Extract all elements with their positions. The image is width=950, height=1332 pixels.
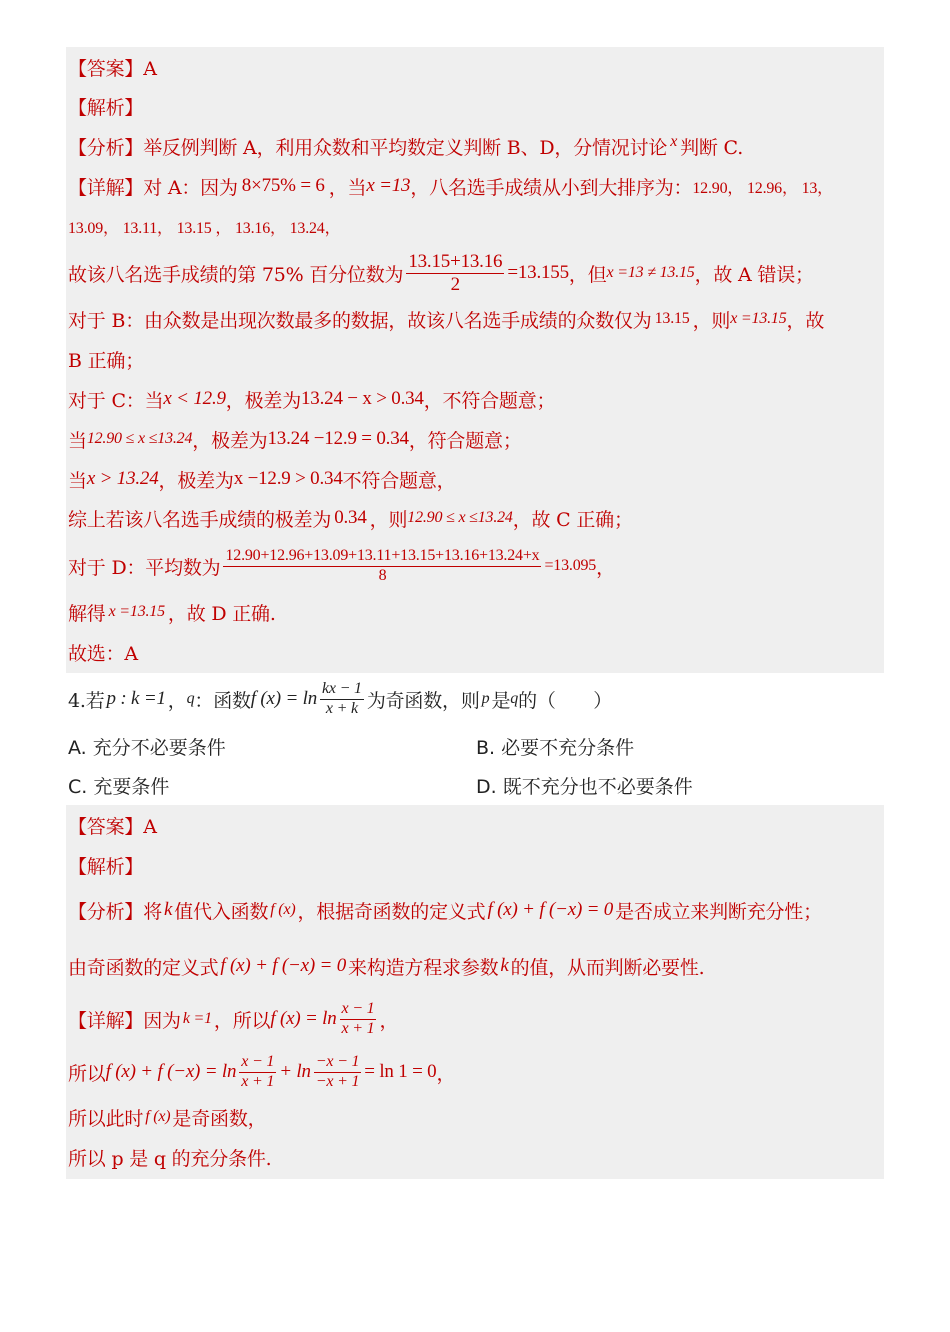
math-expr: x > 13.24	[86, 468, 159, 489]
detail-text: ，	[436, 1062, 456, 1085]
detail-text: 的值，从而判断必要性.	[510, 956, 705, 979]
detail-line-6	[68, 379, 884, 419]
xiangjie-tag: 【详解】	[68, 176, 144, 199]
math-expr: =13.095	[544, 557, 597, 574]
math-expr: q	[186, 690, 195, 707]
detail-text: ，八名选手成绩从小到大排序为：	[410, 176, 693, 199]
detail-line-7	[68, 419, 884, 459]
answer-text: 【答案】A	[68, 57, 157, 80]
math-expr: x =13.15	[730, 310, 787, 327]
detail-line-8	[68, 459, 884, 499]
detail-text: ，	[379, 1009, 399, 1032]
detail-line-12	[68, 632, 884, 672]
detail-text: 因为	[143, 1009, 181, 1032]
math-expr: f (x) = ln	[250, 688, 318, 709]
analysis-label: 【解析】	[68, 96, 144, 119]
detail-line-2c	[68, 1097, 884, 1137]
math-expr: f (x) + f (−x) = 0	[220, 955, 347, 976]
option-c-text: C. 充要条件	[68, 775, 170, 798]
fraction	[239, 1054, 276, 1091]
question-text: 是	[491, 689, 511, 712]
math-expr: 0.34	[334, 507, 367, 528]
detail-text: 对于 C：当	[68, 389, 164, 412]
detail-line-3	[68, 245, 884, 301]
fraction	[406, 252, 504, 295]
detail-text: 对于 B：由众数是出现次数最多的数据，故该八名选手成绩的众数仅为	[68, 309, 652, 332]
math-expr: f (x)	[270, 901, 296, 918]
math-expr: + ln	[279, 1061, 311, 1082]
answer-text: 【答案】A	[68, 815, 157, 838]
fraction-denominator: x + 1	[341, 1019, 375, 1037]
detail-line-9	[68, 498, 884, 538]
detail-text: B 正确；	[68, 349, 145, 372]
detail-text: 值代入函数	[174, 900, 269, 923]
math-expr: f (x) + f (−x) = ln	[105, 1061, 237, 1082]
xiangjie-tag: 【详解】	[68, 1009, 144, 1032]
analysis-heading-2	[68, 845, 884, 885]
math-expr: p	[481, 690, 490, 707]
detail-line-2	[68, 206, 884, 246]
detail-text: ，符合题意；	[408, 429, 522, 452]
math-expr: x −12.9 > 0.34	[233, 468, 343, 489]
math-expr: 12.90 ≤ x ≤13.24	[407, 509, 513, 526]
option-d-text: D. 既不充分也不必要条件	[476, 775, 693, 798]
fraction	[320, 681, 364, 718]
analysis-heading	[68, 86, 884, 126]
math-expr: p : k =1	[106, 688, 166, 709]
answer-line-2	[68, 805, 884, 845]
math-expr: k	[500, 955, 509, 976]
question-text: ，	[167, 689, 187, 712]
option-a-text: A. 充分不必要条件	[68, 736, 226, 759]
question-text: 为奇函数，则	[366, 689, 480, 712]
detail-text: ，不符合题意；	[423, 389, 556, 412]
math-expr: 13.24 − x > 0.34	[301, 388, 424, 409]
fraction-numerator: −x − 1	[314, 1054, 362, 1073]
question-4	[68, 673, 884, 725]
question-number: 4.若	[68, 689, 105, 712]
option-b	[476, 728, 634, 764]
detail-text: ，当	[328, 176, 367, 199]
option-c	[68, 767, 169, 803]
math-expr: x < 12.9	[163, 388, 226, 409]
question-text: ：函数	[194, 689, 251, 712]
fenxi-text-end: 判断 C.	[680, 136, 744, 159]
fraction-numerator: x − 1	[340, 1001, 377, 1020]
detail-text: ，则	[369, 508, 408, 531]
detail-text: 当	[68, 429, 87, 452]
math-expr: f (x) = ln	[270, 1008, 337, 1029]
detail-text: 所以此时	[68, 1107, 144, 1130]
detail-line-5	[68, 339, 884, 379]
detail-text: 来构造方程求参数	[348, 956, 499, 979]
fenxi-text: 举反例判断 A，利用众数和平均数定义判断 B、D，分情况讨论	[143, 136, 668, 159]
fraction-denominator: x + k	[325, 699, 358, 717]
detail-line-10	[68, 538, 884, 594]
answer-line	[68, 47, 884, 87]
data-values: 13.09， 13.11， 13.15 ， 13.16， 13.24，	[68, 219, 341, 237]
math-expr: f (x)	[145, 1108, 171, 1125]
fraction-numerator: 12.90+12.96+13.09+13.11+13.15+13.16+13.24+x	[223, 548, 541, 567]
detail-text: 将	[143, 900, 163, 923]
math-expr: 12.90 ≤ x ≤13.24	[86, 430, 193, 447]
fraction	[340, 1001, 377, 1038]
data-values: 12.90， 12.96， 13，	[692, 179, 833, 197]
fenxi-line	[68, 126, 884, 166]
detail-line-11	[68, 592, 884, 632]
math-expr: f (x) + f (−x) = 0	[487, 899, 614, 920]
fraction	[223, 548, 541, 585]
detail-text: 解得	[68, 602, 106, 625]
math-expr: x =13.15	[108, 603, 165, 620]
detail-text: ，根据奇函数的定义式	[297, 900, 486, 923]
fraction-denominator: x + 1	[241, 1072, 275, 1090]
detail-text: 当	[68, 469, 87, 492]
detail-text: ，但	[568, 263, 607, 286]
analysis-label: 【解析】	[68, 855, 144, 878]
detail-text: ，	[596, 556, 615, 579]
detail-text: 对 A：因为	[143, 176, 238, 199]
fraction-numerator: x − 1	[239, 1054, 276, 1073]
math-expr: 13.15	[654, 310, 690, 327]
detail-line-1	[68, 166, 884, 206]
fenxi-tag: 【分析】	[68, 900, 144, 923]
fraction	[314, 1054, 362, 1091]
math-expr: 13.24 −12.9 = 0.34	[267, 428, 409, 449]
fraction-denominator: −x + 1	[315, 1072, 360, 1090]
final-answer: 故选：A	[68, 642, 138, 665]
math-expr: = ln 1 = 0	[364, 1061, 437, 1082]
fenxi-var: x	[670, 133, 678, 150]
detail-text: ，极差为	[225, 389, 301, 412]
detail-text: 不符合题意，	[342, 469, 456, 492]
detail-text: 是否成立来判断充分性；	[615, 900, 822, 923]
math-expr: x =13	[366, 175, 411, 196]
option-b-text: B. 必要不充分条件	[476, 736, 635, 759]
conclusion-text: 所以 p 是 q 的充分条件.	[68, 1147, 272, 1170]
detail-text: 对于 D：平均数为	[68, 556, 221, 579]
option-a	[68, 728, 226, 764]
math-expr: 8×75% = 6	[241, 175, 325, 196]
option-d	[476, 767, 693, 803]
math-expr: k =1	[182, 1010, 212, 1027]
fenxi-line-2a	[68, 890, 884, 930]
math-expr: q	[510, 690, 519, 707]
fraction-numerator: 13.15+13.16	[408, 250, 503, 272]
fraction-denominator: 2	[450, 273, 460, 295]
detail-text: 故该八名选手成绩的第 75% 百分位数为	[68, 263, 404, 286]
detail-line-4	[68, 299, 884, 339]
detail-text: ，极差为	[158, 469, 234, 492]
math-expr: =13.155	[507, 262, 569, 283]
fraction-denominator: 8	[378, 566, 387, 584]
detail-text: ，故 D 正确.	[167, 602, 276, 625]
detail-text: ，故 A 错误；	[694, 263, 814, 286]
detail-text: 综上若该八名选手成绩的极差为	[68, 508, 332, 531]
detail-text: ，故 C 正确；	[512, 508, 633, 531]
detail-text: 由奇函数的定义式	[68, 956, 219, 979]
detail-line-2d	[68, 1137, 884, 1177]
detail-line-2b	[68, 1045, 884, 1099]
fraction-numerator: kx − 1	[320, 681, 364, 700]
math-expr: x =13 ≠ 13.15	[606, 264, 695, 281]
detail-text: 所以	[68, 1062, 106, 1085]
detail-text: 是奇函数，	[172, 1107, 267, 1130]
fenxi-tag: 【分析】	[68, 136, 144, 159]
detail-text: ，故	[786, 309, 825, 332]
math-expr: k	[164, 899, 173, 920]
detail-line-2a	[68, 992, 884, 1046]
fenxi-line-2b	[68, 946, 884, 986]
detail-text: ，极差为	[192, 429, 268, 452]
question-text: 的（ ）	[518, 689, 613, 712]
detail-text: ，则	[692, 309, 731, 332]
detail-text: ，所以	[213, 1009, 271, 1032]
